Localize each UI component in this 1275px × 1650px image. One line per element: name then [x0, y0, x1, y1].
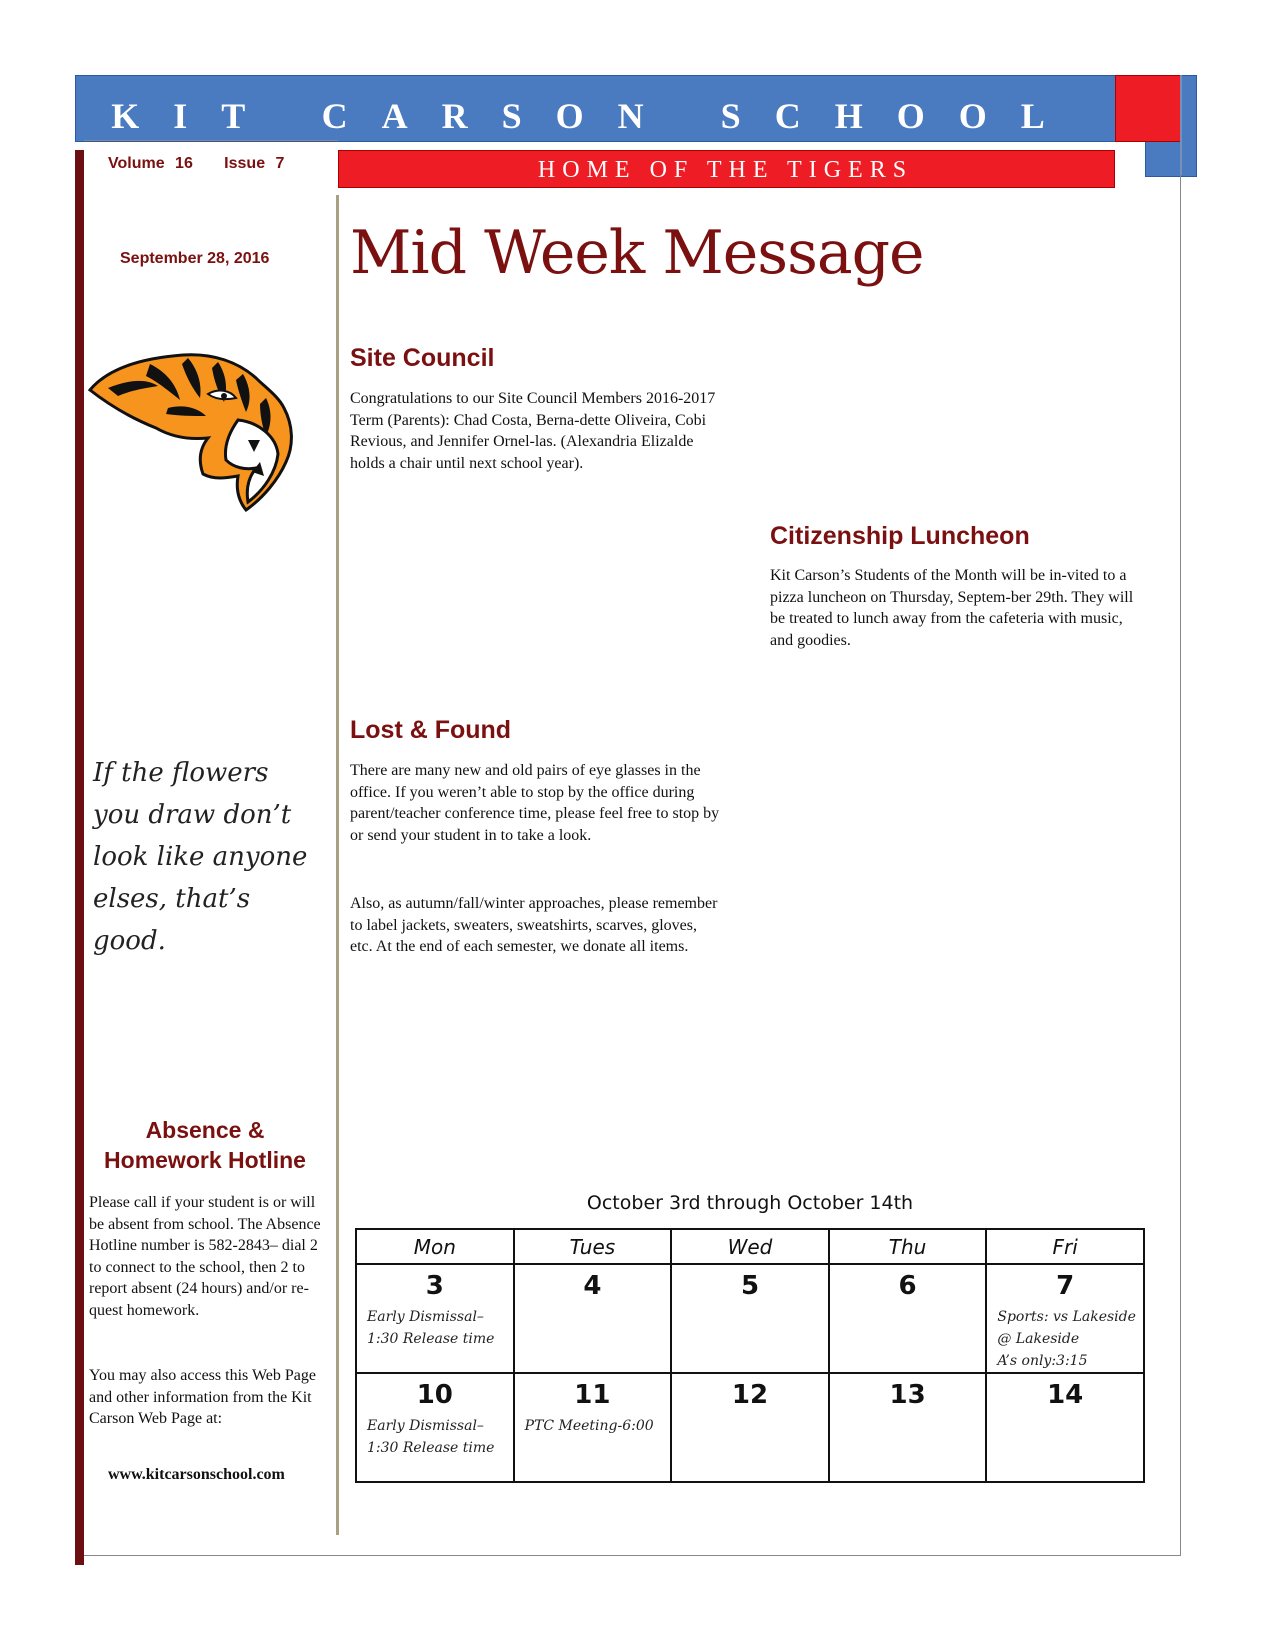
calendar-week-row: [356, 1264, 1144, 1373]
day-note: [672, 1302, 828, 1306]
calendar-day-cell: [986, 1264, 1144, 1373]
calendar-title: October 3rd through October 14th: [586, 1192, 914, 1214]
calendar-day-cell: [671, 1373, 829, 1482]
frame-right-line: [1180, 175, 1181, 1555]
day-note: [515, 1302, 671, 1306]
calendar-day-header: Mon: [356, 1229, 514, 1264]
day-note: [830, 1302, 986, 1306]
calendar-day-cell: [986, 1373, 1144, 1482]
calendar-day-cell: [829, 1373, 987, 1482]
school-name: KIT CARSON SCHOOL: [111, 96, 1079, 136]
frame-top-line: [84, 140, 338, 141]
calendar-day-cell: [514, 1373, 672, 1482]
day-note: PTC Meeting-6:00: [524, 1418, 654, 1434]
calendar-day-header: Fri: [986, 1229, 1144, 1264]
header-divider: [1180, 75, 1182, 175]
calendar-day-cell: [356, 1264, 514, 1373]
issue-date: September 28, 2016: [120, 250, 270, 267]
day-number: 14: [1047, 1380, 1084, 1410]
column-divider: [336, 195, 339, 1535]
day-number: 5: [740, 1271, 760, 1301]
school-website-link[interactable]: www.kitcarsonschool.com: [108, 1466, 285, 1483]
calendar-day-cell: [671, 1264, 829, 1373]
site-council-heading: Site Council: [350, 344, 495, 372]
sidebar-quote: If the flowers you draw don’t look like anyone elses, that’s good.: [93, 758, 308, 956]
calendar-day-header: Wed: [671, 1229, 829, 1264]
page-title: Mid Week Message: [350, 218, 924, 288]
day-note: [830, 1411, 986, 1415]
hotline-web-paragraph: You may also access this Web Page and other information from the Kit Carson Web Page at:: [89, 1367, 316, 1427]
day-number: 11: [574, 1380, 611, 1410]
day-number: 6: [898, 1271, 917, 1301]
hotline-paragraph: Please call if your student is or will be absent from school. The Absence Hotline number is 582-2843– dial 2 to connect to the school, then 2 to report absent (24 hours) and/or re-quest homework.: [89, 1194, 321, 1319]
day-number: 7: [1056, 1271, 1075, 1301]
header-red-accent: [1115, 75, 1182, 142]
sidebar-border: [75, 150, 84, 1565]
day-number: 12: [731, 1380, 769, 1410]
day-note: Early Dismissal– 1:30 Release time: [367, 1309, 495, 1347]
tagline: HOME OF THE TIGERS: [537, 157, 914, 183]
day-note: [672, 1411, 828, 1415]
day-note: Sports: vs Lakeside @ Lakeside A’s only:3:15: [997, 1309, 1136, 1369]
hotline-title: Absence & Homework Hotline: [104, 1117, 306, 1173]
day-number: 4: [583, 1271, 602, 1301]
lost-found-paragraph-2: Also, as autumn/fall/winter approaches, please remember to label jackets, sweaters, sweatshirts, scarves, gloves, etc. At the end of each semester, we donate all items.: [350, 895, 718, 955]
calendar-week-row: [356, 1373, 1144, 1482]
calendar-day-cell: [356, 1373, 514, 1482]
tiger-head-icon: [88, 350, 298, 515]
volume-issue: Volume 16 Issue 7: [108, 155, 285, 172]
day-number: 13: [889, 1380, 926, 1410]
calendar-table: [355, 1228, 1145, 1483]
frame-bottom-line: [84, 1555, 1181, 1556]
day-note: [987, 1411, 1143, 1415]
lost-found-paragraph: There are many new and old pairs of eye glasses in the office. If you weren’t able to stop by the office during parent/teacher conference time, please feel free to stop by or send your student in to take a look.: [350, 762, 720, 844]
calendar-day-cell: [514, 1264, 672, 1373]
calendar-day-cell: [829, 1264, 987, 1373]
site-council-text: Congratulations to our Site Council Members 2016-2017 Term (Parents): Chad Costa, Berna-dette Oliveira, Cobi Revious, and Jennifer Ornel-las. (Alexandria Elizalde holds a chair until next school year).: [350, 390, 716, 472]
day-note: Early Dismissal– 1:30 Release time: [367, 1418, 495, 1456]
day-number: 3: [425, 1271, 444, 1301]
citizenship-text: Kit Carson’s Students of the Month will be in-vited to a pizza luncheon on Thursday, Septem-ber 29th. They will be treated to lunch away from the cafeteria with music, and goodies.: [770, 567, 1134, 649]
citizenship-heading: Citizenship Luncheon: [770, 522, 1030, 550]
day-number: 10: [416, 1380, 453, 1410]
calendar-day-header: Tues: [514, 1229, 672, 1264]
lost-found-heading: Lost & Found: [350, 716, 512, 744]
calendar-day-header: Thu: [829, 1229, 987, 1264]
calendar-header-row: [356, 1229, 1144, 1264]
